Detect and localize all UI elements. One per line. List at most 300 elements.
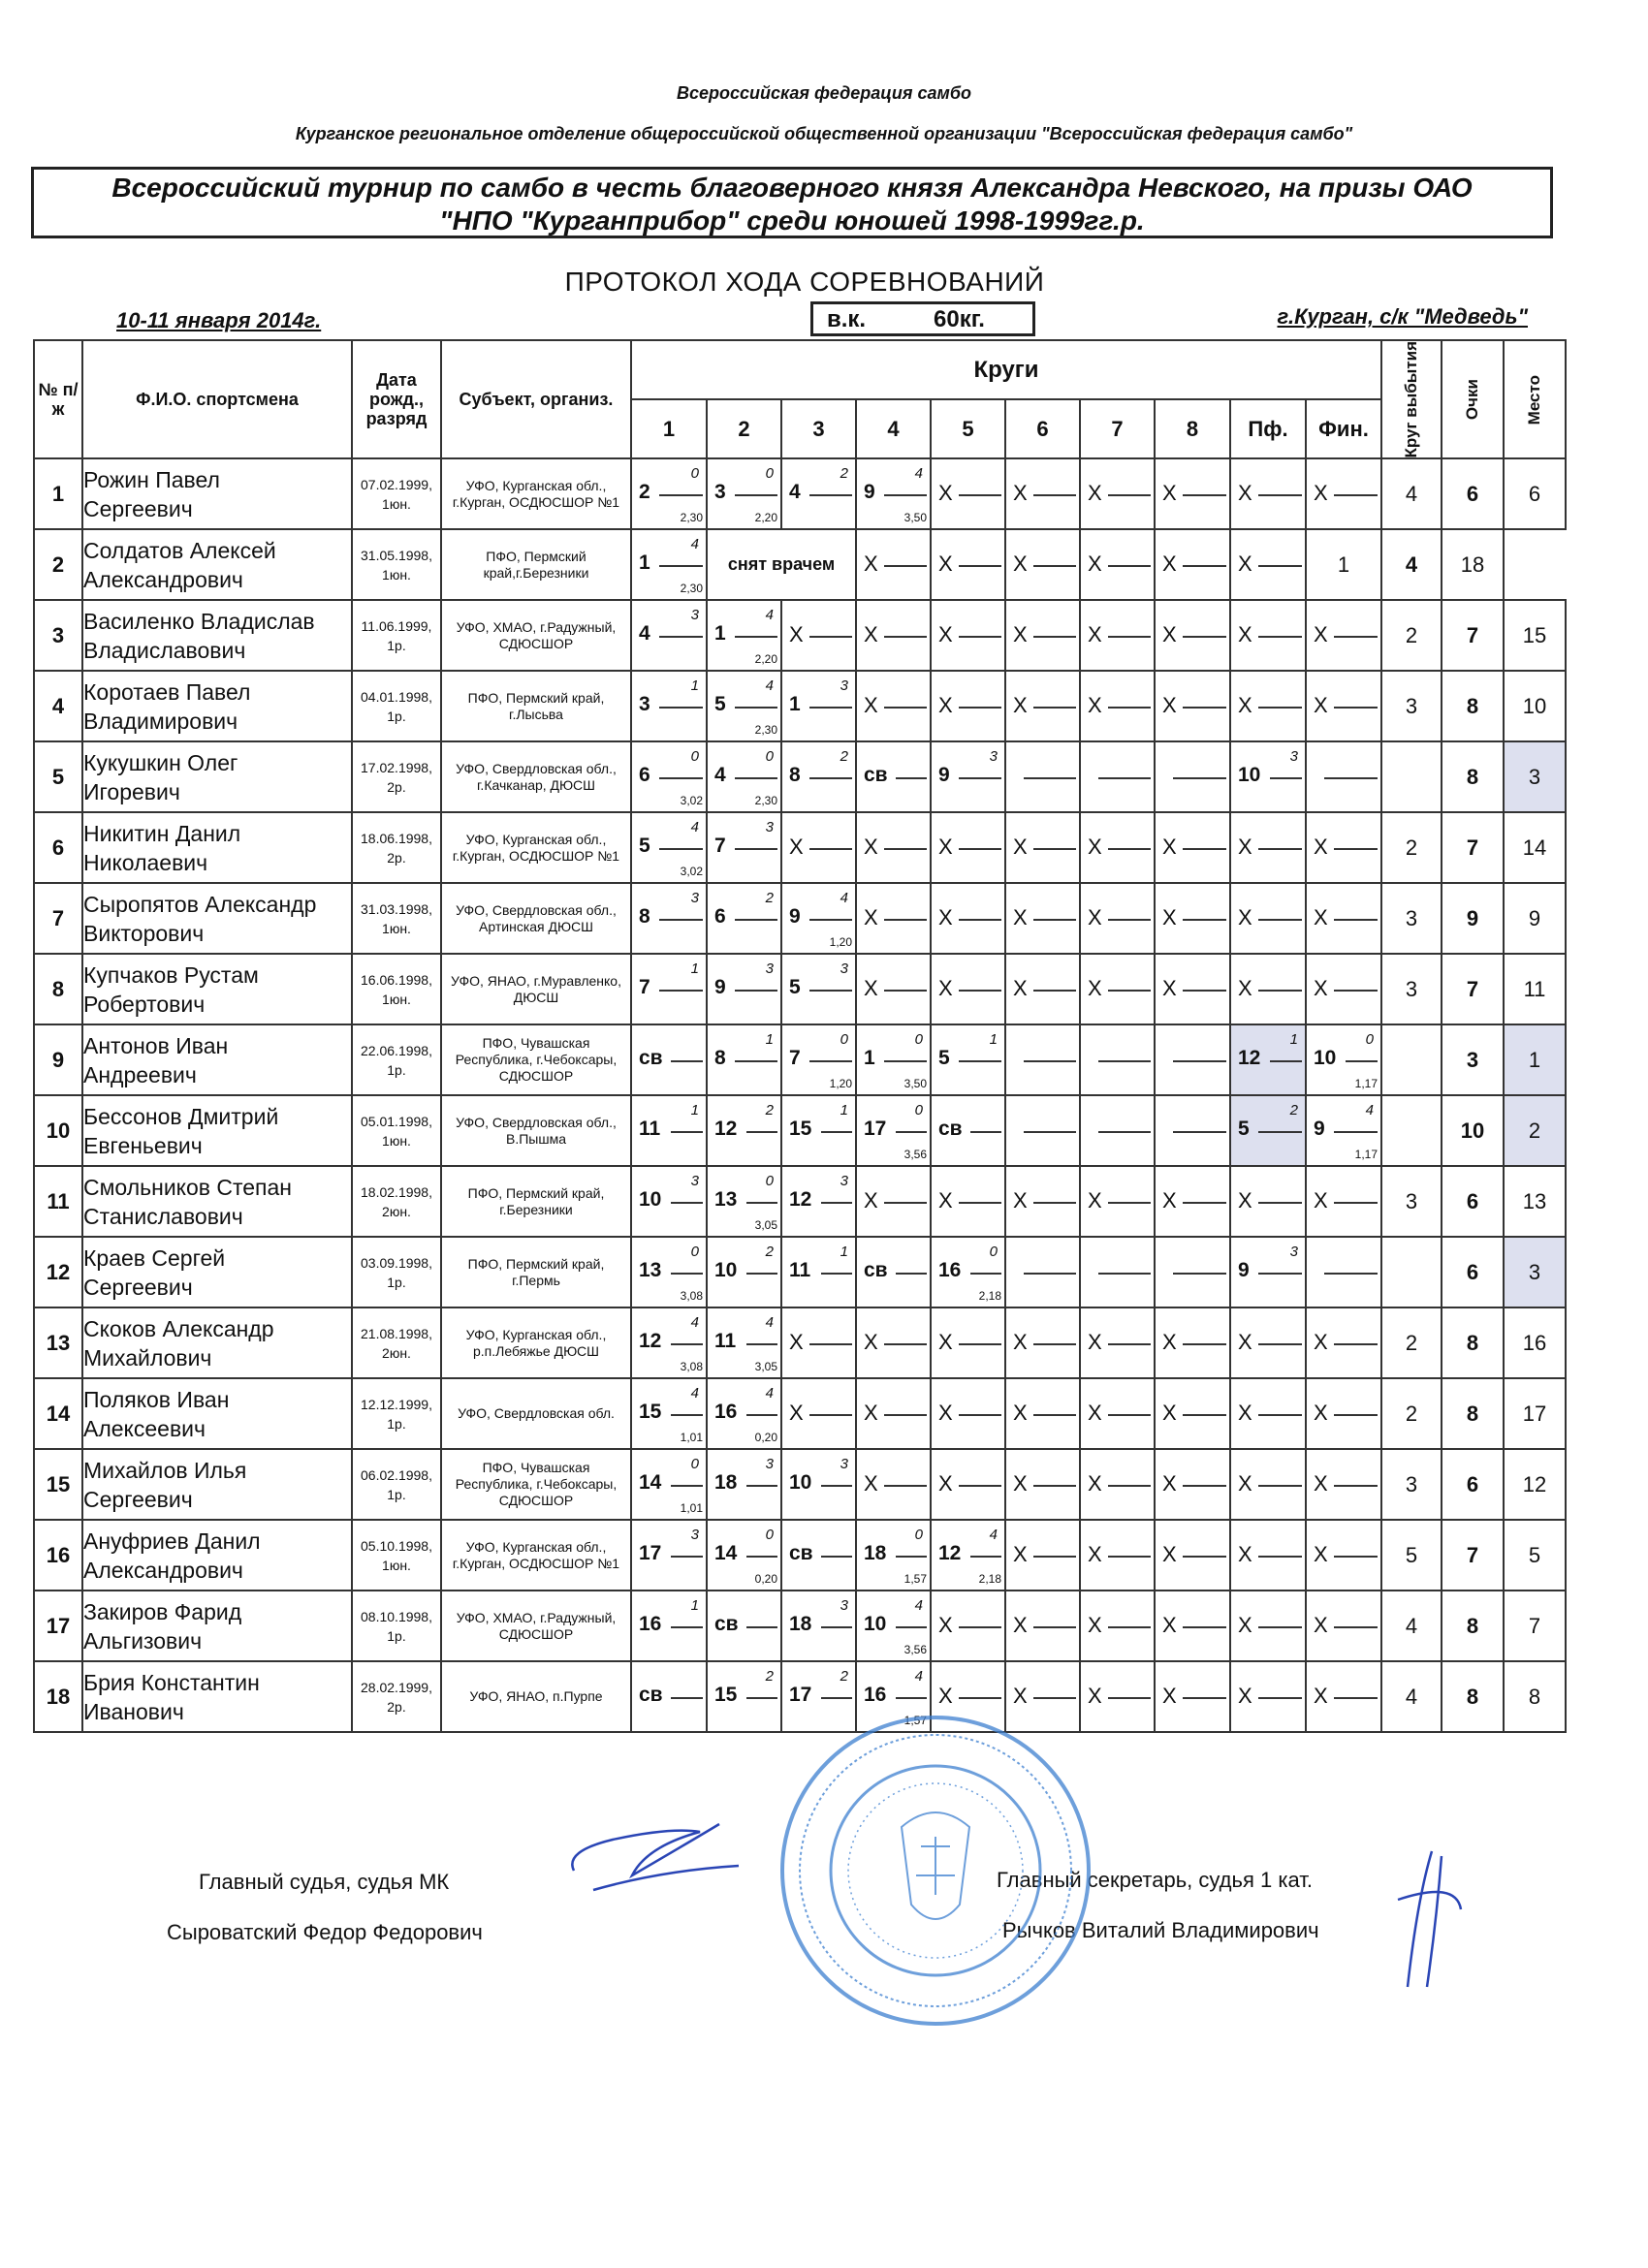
athlete-number: 2 [34,529,82,600]
chief-judge-signature [555,1803,748,1909]
elimination-round: 3 [1381,954,1442,1024]
round-result [931,458,1005,529]
not-participated-mark: X [1013,1330,1028,1355]
score: 0 [765,1173,774,1190]
round-result [931,1449,1005,1520]
opponent-number: св [938,1118,963,1141]
result-dash [1334,1414,1378,1416]
header-round-9: Пф. [1230,399,1306,458]
birth-date-rank [352,1095,441,1166]
result-dash [659,494,703,496]
score: 1 [840,1244,848,1261]
birth-date-rank [352,812,441,883]
athlete-patronymic: Станиславович [83,1203,243,1229]
result-dash [1024,777,1076,779]
round-result [1005,1449,1080,1520]
round-result [1230,1024,1306,1095]
result-dash [1270,777,1302,779]
birth-date: 17.02.1998, [361,759,432,775]
round-result [631,741,707,812]
athlete-patronymic: Сергеевич [83,1274,193,1300]
round-result [1005,600,1080,671]
header-num: № п/ж [34,340,82,458]
round-result [707,671,781,741]
result-dash [1033,1626,1076,1628]
round-result [931,1520,1005,1591]
opponent-number: 8 [639,905,650,929]
chief-judge-name: Сыроватский Федор Федорович [167,1920,483,1944]
not-participated-mark: X [1238,1684,1252,1709]
result-dash [1334,1343,1378,1345]
round-result [1080,741,1155,812]
header-points: Очки [1442,340,1504,458]
round-result [931,1378,1005,1449]
not-participated-mark: X [789,622,804,647]
not-participated-mark: X [938,1471,953,1496]
not-participated-mark: X [1013,622,1028,647]
birth-date-rank [352,1661,441,1732]
round-result [707,954,781,1024]
sport-rank: 1р. [387,1486,406,1502]
not-participated-mark: X [1088,551,1102,577]
opponent-number: 11 [639,1118,661,1141]
result-dash [1183,1343,1226,1345]
regional-branch: Курганское региональное отделение общероссийской общественной организации "Всероссийская федерация самбо" [295,124,1353,143]
bout-time: 3,56 [903,1148,927,1162]
athlete-name [82,812,352,883]
round-result [931,1591,1005,1661]
not-participated-mark: X [1013,976,1028,1001]
not-participated-mark: X [1088,835,1102,860]
score: 4 [914,1668,923,1685]
round-result [1080,600,1155,671]
round-result [1005,1307,1080,1378]
athlete-surname-name: Краев Сергей [83,1244,226,1271]
score: 4 [989,1527,998,1544]
round-result [707,741,781,812]
result-dash [1033,565,1076,567]
athlete-patronymic: Евгеньевич [83,1132,203,1158]
organization: УФО, ЯНАО, г.Муравленко, ДЮСШ [441,954,631,1024]
sport-rank: 2р. [387,778,406,795]
not-participated-mark: X [938,481,953,506]
round-result [1155,1024,1230,1095]
not-participated-mark: X [1314,693,1328,718]
score: 2 [765,1102,774,1119]
result-dash [821,1697,852,1699]
athlete-patronymic: Михайлович [83,1344,212,1370]
not-participated-mark: X [1013,1471,1028,1496]
round-result [1080,1520,1155,1591]
athlete-surname-name: Михайлов Илья [83,1457,247,1483]
score: 2 [840,748,848,766]
birth-date-rank [352,1449,441,1520]
result-dash [884,919,927,921]
result-dash [671,1343,703,1345]
athlete-patronymic: Алексеевич [83,1415,206,1441]
athlete-patronymic: Андреевич [83,1061,197,1087]
bout-time: 2,30 [754,723,777,738]
birth-date: 04.01.1998, [361,688,432,705]
not-participated-mark: X [864,1188,878,1213]
round-result [1080,458,1155,529]
birth-date-rank [352,600,441,671]
result-dash [1108,1626,1151,1628]
birth-date-rank [352,1520,441,1591]
opponent-number: 9 [1314,1118,1325,1141]
result-dash [1334,919,1378,921]
not-participated-mark: X [1238,976,1252,1001]
opponent-number: 6 [639,764,650,787]
birth-date: 05.01.1998, [361,1113,432,1129]
bout-time: 1,01 [680,1501,703,1516]
athlete-surname-name: Коротаев Павел [83,678,251,705]
elimination-round [1381,1024,1442,1095]
result-dash [896,1626,927,1628]
bout-time: 3,02 [680,865,703,879]
round-result [781,458,856,529]
round-result [1230,812,1306,883]
opponent-number: 5 [938,1047,950,1070]
result-dash [1258,1202,1302,1204]
points: 7 [1442,1520,1504,1591]
not-participated-mark: X [1088,976,1102,1001]
round-result [856,1307,931,1378]
not-participated-mark: X [1314,976,1328,1001]
organization: ПФО, Чувашская Республика, г.Чебоксары, СДЮСШОР [441,1024,631,1095]
not-participated-mark: X [1162,835,1177,860]
birth-date-rank [352,1591,441,1661]
athlete-number: 9 [34,1024,82,1095]
score: 0 [914,1031,923,1049]
table-row [34,1520,1566,1591]
athlete-patronymic: Альгизович [83,1627,203,1654]
result-dash [959,707,1001,709]
opponent-number: 2 [639,481,650,504]
not-participated-mark: X [1314,481,1328,506]
not-participated-mark: X [1088,1684,1102,1709]
not-participated-mark: X [864,835,878,860]
round-result [1005,671,1080,741]
round-result [707,1095,781,1166]
round-result [631,1520,707,1591]
round-result [631,1661,707,1732]
round-result [1155,883,1230,954]
organization: ПФО, Пермский край,г.Березники [441,529,631,600]
athlete-patronymic: Александрович [83,566,243,592]
not-participated-mark: X [1013,481,1028,506]
not-participated-mark: X [1162,1684,1177,1709]
table-row [34,1166,1566,1237]
elimination-round: 3 [1381,883,1442,954]
final-place: 9 [1504,883,1566,954]
opponent-number: 12 [789,1188,812,1212]
score: 3 [765,1456,774,1473]
round-result [1080,1166,1155,1237]
score: 0 [765,465,774,483]
round-result [1230,1449,1306,1520]
result-dash [659,919,703,921]
athlete-patronymic: Владиславович [83,637,246,663]
result-dash [959,919,1001,921]
result-dash [735,707,777,709]
athlete-name [82,1024,352,1095]
result-dash [1173,1273,1226,1275]
round-result [1080,1591,1155,1661]
header-round-5: 5 [931,399,1005,458]
result-dash [1334,1556,1378,1558]
result-dash [746,1485,777,1487]
result-dash [1183,848,1226,850]
organization: УФО, ЯНАО, п.Пурпе [441,1661,631,1732]
not-participated-mark: X [938,1330,953,1355]
result-dash [809,1343,852,1345]
elimination-round [1381,1095,1442,1166]
opponent-number: 6 [714,905,726,929]
birth-date: 12.12.1999, [361,1396,432,1412]
weight-label: в.к. [827,306,867,332]
final-place: 14 [1504,812,1566,883]
not-participated-mark: X [1013,905,1028,930]
round-result [931,741,1005,812]
score: 1 [1289,1031,1298,1049]
round-result [856,1378,931,1449]
not-participated-mark: X [1088,693,1102,718]
opponent-number: 3 [639,693,650,716]
athlete-number: 8 [34,954,82,1024]
round-result [1005,458,1080,529]
round-result [1155,1449,1230,1520]
round-result [707,812,781,883]
bout-time: 3,05 [754,1218,777,1233]
opponent-number: 1 [639,551,650,575]
result-dash [1033,636,1076,638]
not-participated-mark: X [1314,1684,1328,1709]
athlete-number: 15 [34,1449,82,1520]
athlete-patronymic: Владимирович [83,708,238,734]
round-result [631,671,707,741]
round-result [856,1591,931,1661]
round-result [1155,1591,1230,1661]
bout-time: 3,08 [680,1360,703,1374]
weight-value: 60кг. [934,306,985,332]
opponent-number: 16 [714,1401,738,1424]
result-dash [1334,1131,1378,1133]
organization: УФО, Курганская обл., г.Курган, ОСДЮСШОР №1 [441,812,631,883]
table-header [34,340,1566,458]
athlete-surname-name: Брия Константин [83,1669,260,1695]
score: 3 [690,1527,699,1544]
athlete-name [82,458,352,529]
not-participated-mark: X [1013,1188,1028,1213]
round-result [1230,1520,1306,1591]
not-participated-mark: X [789,1401,804,1426]
table-body [34,458,1566,1732]
round-result [931,812,1005,883]
opponent-number: 15 [789,1118,812,1141]
round-result [781,1520,856,1591]
round-result [1155,1661,1230,1732]
result-dash [959,1414,1001,1416]
not-participated-mark: X [1162,905,1177,930]
result-dash [821,1202,852,1204]
round-result [1306,1378,1381,1449]
round-result [781,812,856,883]
opponent-number: 8 [714,1047,726,1070]
round-result [1005,1237,1080,1307]
result-dash [1024,1131,1076,1133]
not-participated-mark: X [789,1330,804,1355]
opponent-number: 17 [639,1542,662,1565]
organization: УФО, ХМАО, г.Радужный, СДЮСШОР [441,600,631,671]
round-result [1155,1307,1230,1378]
result-dash [809,848,852,850]
result-dash [1108,1414,1151,1416]
athlete-name [82,1591,352,1661]
round-result [707,1449,781,1520]
athlete-name [82,1237,352,1307]
not-participated-mark: X [1314,1542,1328,1567]
not-participated-mark: X [938,1613,953,1638]
table-row [34,1095,1566,1166]
round-result [931,883,1005,954]
athlete-name [82,1307,352,1378]
not-participated-mark: X [1162,481,1177,506]
not-participated-mark: X [1238,1542,1252,1567]
result-dash [1033,1485,1076,1487]
athlete-name [82,1520,352,1591]
organization: УФО, Свердловская обл., г.Качканар, ДЮСШ [441,741,631,812]
result-dash [1108,848,1151,850]
birth-date-rank [352,1166,441,1237]
athlete-surname-name: Солдатов Алексей [83,537,276,563]
result-dash [959,1343,1001,1345]
result-dash [1108,990,1151,992]
result-dash [821,1485,852,1487]
score: 4 [1365,1102,1374,1119]
score: 0 [989,1244,998,1261]
header-round-8: 8 [1155,399,1230,458]
bout-time: 3,02 [680,794,703,808]
elimination-round: 2 [1381,812,1442,883]
elimination-round [1381,1237,1442,1307]
birth-date: 16.06.1998, [361,971,432,988]
athlete-number: 6 [34,812,82,883]
opponent-number: 10 [1314,1047,1337,1070]
opponent-number: 10 [714,1259,738,1282]
result-dash [959,1626,1001,1628]
sport-rank: 2р. [387,1698,406,1715]
result-dash [1258,1485,1302,1487]
opponent-number: 12 [1238,1047,1261,1070]
not-participated-mark: X [1013,835,1028,860]
sport-rank: 1юн. [382,1557,411,1573]
round-result [1080,1024,1155,1095]
bout-time: 1,20 [829,935,852,950]
points: 7 [1442,600,1504,671]
round-result [1230,1166,1306,1237]
opponent-number: 12 [938,1542,962,1565]
round-result [1306,883,1381,954]
result-dash [821,1556,852,1558]
round-result [1230,954,1306,1024]
table-row [34,1449,1566,1520]
score: 4 [914,465,923,483]
result-dash [1108,1485,1151,1487]
result-dash [959,777,1001,779]
round-result [1230,883,1306,954]
round-result [631,1095,707,1166]
round-result [631,1024,707,1095]
birth-date: 18.02.1998, [361,1183,432,1200]
result-dash [896,1556,927,1558]
opponent-number: 18 [864,1542,887,1565]
table-row [34,812,1566,883]
athlete-surname-name: Кукушкин Олег [83,749,238,775]
final-place: 15 [1504,600,1566,671]
round-result [707,1661,781,1732]
athlete-surname-name: Василенко Владислав [83,608,315,634]
sport-rank: 1р. [387,1627,406,1644]
result-dash [809,636,852,638]
result-dash [1334,636,1378,638]
sport-rank: 1р. [387,1274,406,1290]
opponent-number: 10 [1238,764,1261,787]
birth-date: 03.09.1998, [361,1254,432,1271]
athlete-patronymic: Робертович [83,991,206,1017]
result-dash [884,1485,927,1487]
birth-date: 05.10.1998, [361,1537,432,1554]
not-participated-mark: X [864,905,878,930]
not-participated-mark: X [1088,1401,1102,1426]
round-result [781,1307,856,1378]
opponent-number: 8 [789,764,801,787]
result-dash [1258,1556,1302,1558]
not-participated-mark: X [1162,693,1177,718]
result-dash [671,1626,703,1628]
not-participated-mark: X [1013,1401,1028,1426]
result-dash [959,1485,1001,1487]
score: 0 [690,465,699,483]
opponent-number: 17 [789,1684,812,1707]
round-result [1155,671,1230,741]
athlete-name [82,600,352,671]
elimination-round: 1 [1306,529,1381,600]
result-dash [1183,1556,1226,1558]
athlete-patronymic: Иванович [83,1698,184,1724]
final-place: 11 [1504,954,1566,1024]
result-dash [884,1343,927,1345]
round-result [931,954,1005,1024]
round-result [1155,1166,1230,1237]
round-result [856,1449,931,1520]
bout-time: 3,56 [903,1643,927,1657]
result-dash [884,636,927,638]
round-result [931,1166,1005,1237]
round-result [707,1520,781,1591]
result-dash [1258,636,1302,638]
not-participated-mark: X [1314,835,1328,860]
round-result [631,1307,707,1378]
opponent-number: 7 [714,835,726,858]
elimination-round [1381,741,1442,812]
round-result [1306,1095,1381,1166]
result-dash [884,848,927,850]
result-dash [959,990,1001,992]
not-participated-mark: X [1162,1401,1177,1426]
birth-date: 18.06.1998, [361,830,432,846]
not-participated-mark: X [1314,905,1328,930]
